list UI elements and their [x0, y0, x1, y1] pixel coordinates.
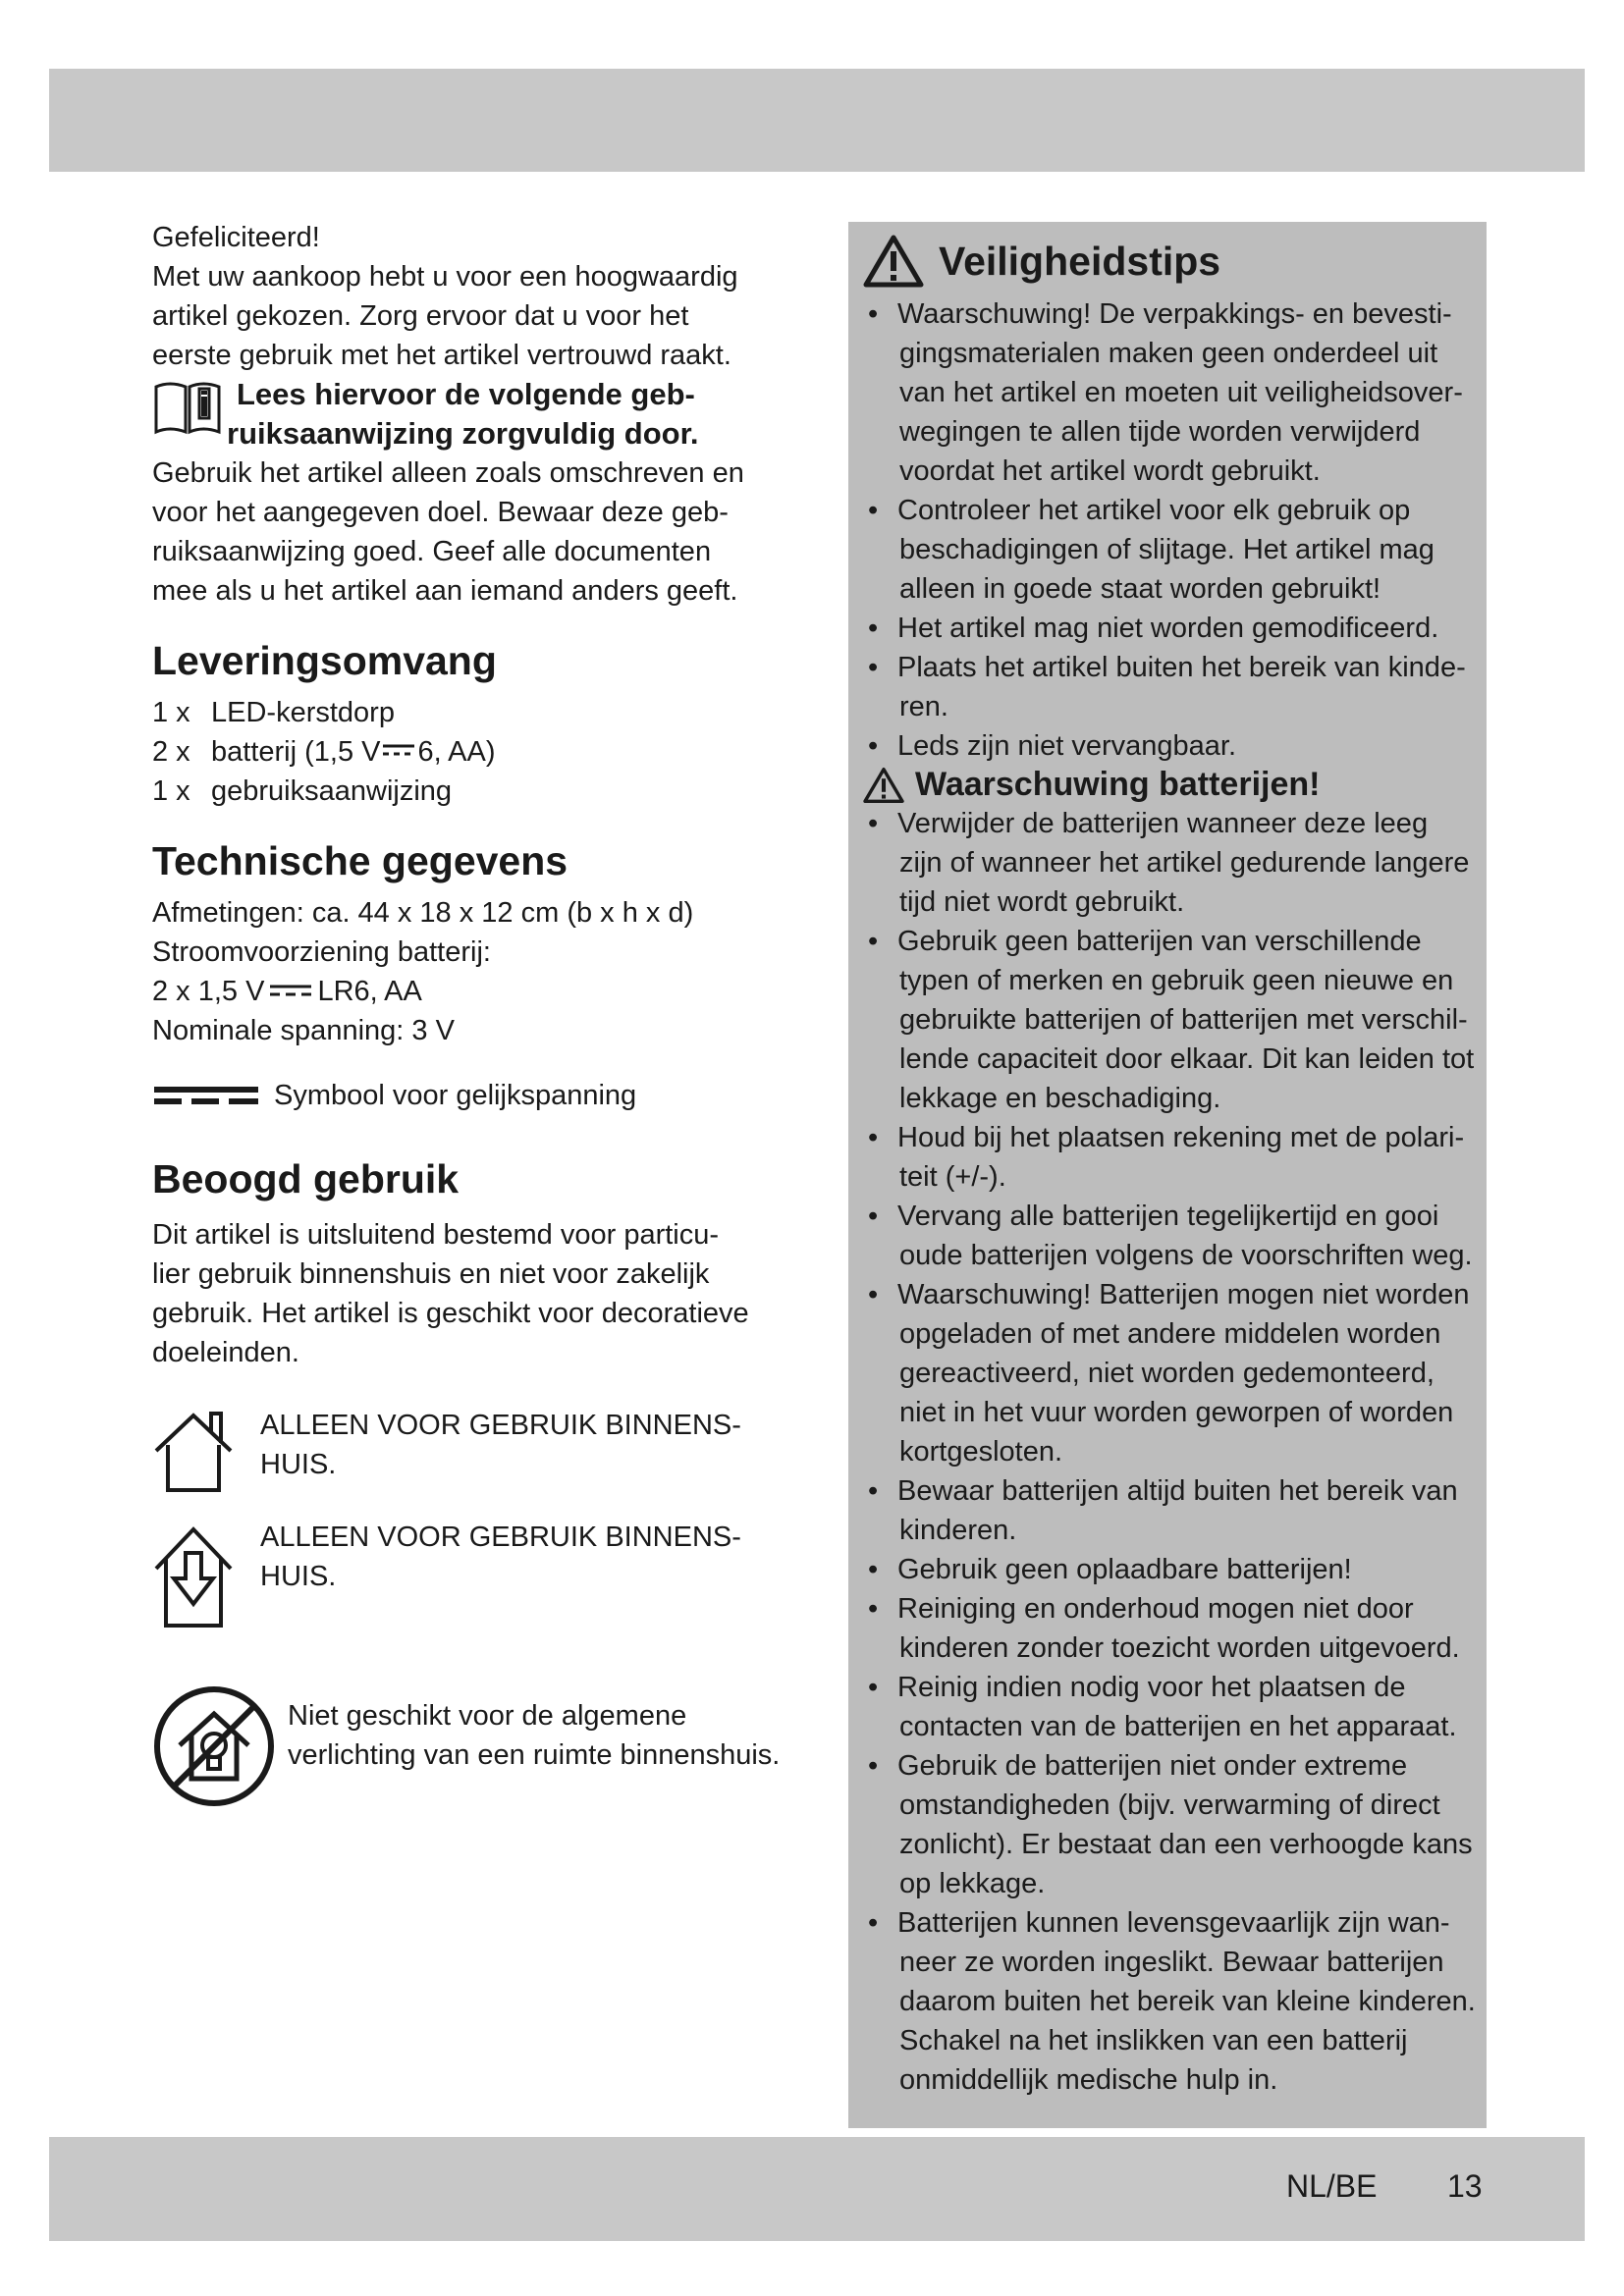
- lighting-text: verlichting van een ruimte binnenshuis.: [288, 1739, 781, 1771]
- warning-icon: [862, 234, 925, 289]
- bullet-line: • Bewaar batterijen altijd buiten het bereik van: [897, 1475, 1458, 1507]
- technical-line: Nominale spanning: 3 V: [152, 1015, 455, 1046]
- delivery-text-suffix: 6, AA): [417, 736, 496, 768]
- delivery-heading: Leveringsomvang: [152, 638, 497, 683]
- indoor-text: HUIS.: [260, 1561, 337, 1592]
- intended-use-heading: Beoogd gebruik: [152, 1156, 460, 1201]
- battery-bullet: [862, 804, 1487, 922]
- page-number: 13: [1447, 2168, 1483, 2204]
- bullet-line: wegingen te allen tijde worden verwijderd: [899, 416, 1421, 448]
- safety-bullet: [862, 648, 1487, 726]
- delivery-text: batterij (1,5 V: [211, 736, 381, 768]
- dc-symbol-icon: [268, 977, 313, 1006]
- bullet-line: daarom buiten het bereik van kleine kinderen.: [899, 1986, 1476, 2017]
- bullet-line: kinderen.: [899, 1515, 1017, 1546]
- delivery-qty: 1 x: [152, 697, 190, 728]
- house-icon: [152, 1406, 235, 1496]
- notice-line: Lees hiervoor de volgende geb-: [237, 377, 695, 411]
- bullet-line: omstandigheden (bijv. verwarming of direct: [899, 1789, 1440, 1821]
- battery-warning-heading: Waarschuwing batterijen!: [915, 766, 1321, 803]
- battery-bullet: [862, 1275, 1487, 1471]
- usage-line: mee als u het artikel aan iemand anders geeft.: [152, 575, 738, 607]
- header-band: [49, 69, 1585, 172]
- battery-bullet: [862, 1746, 1487, 1903]
- indoor-text: ALLEEN VOOR GEBRUIK BINNENS-: [260, 1522, 741, 1553]
- footer-region: NL/BE: [1286, 2168, 1378, 2204]
- bullet-line: • Leds zijn niet vervangbaar.: [897, 730, 1236, 762]
- battery-bullet: [862, 1197, 1487, 1275]
- dc-symbol-legend: [152, 1076, 781, 1115]
- bullet-line: • Reiniging en onderhoud mogen niet door: [897, 1593, 1414, 1625]
- safety-bullet: [862, 294, 1487, 491]
- dc-symbol-text: Symbool voor gelijkspanning: [274, 1080, 637, 1111]
- bullet-line: • Waarschuwing! De verpakkings- en bevesti-: [897, 298, 1452, 330]
- safety-bullets: [862, 294, 1487, 766]
- safety-panel: [848, 222, 1487, 2128]
- delivery-item: [152, 732, 781, 772]
- safety-header: [862, 234, 1487, 289]
- bullet-line: ren.: [899, 691, 948, 722]
- bullet-line: alleen in goede staat worden gebruikt!: [899, 573, 1381, 605]
- bullet-line: lende capaciteit door elkaar. Dit kan leiden tot: [899, 1043, 1475, 1075]
- notice-line: ruiksaanwijzing zorgvuldig door.: [227, 416, 699, 451]
- safety-bullet: [862, 491, 1487, 609]
- no-room-lighting-icon: [152, 1684, 276, 1808]
- bullet-line: zonlicht). Er bestaat dan een verhoogde kans: [899, 1829, 1473, 1860]
- safety-bullet: [862, 726, 1487, 766]
- safety-bullet: [862, 609, 1487, 648]
- indoor-text: ALLEEN VOOR GEBRUIK BINNENS-: [260, 1410, 741, 1441]
- battery-warning-header: [862, 766, 1487, 804]
- technical-line: Afmetingen: ca. 44 x 18 x 12 cm (b x h x d): [152, 897, 694, 929]
- bullet-line: op lekkage.: [899, 1868, 1046, 1899]
- bullet-line: tijd niet wordt gebruikt.: [899, 886, 1185, 918]
- battery-bullet: [862, 922, 1487, 1118]
- battery-type-text: LR6, AA: [317, 976, 422, 1007]
- battery-bullet: [862, 1903, 1487, 2100]
- bullet-line: • Gebruik de batterijen niet onder extreme: [897, 1750, 1408, 1782]
- usage-line: voor het aangegeven doel. Bewaar deze geb-: [152, 497, 729, 528]
- usage-line: Gebruik het artikel alleen zoals omschreven en: [152, 457, 744, 489]
- safety-heading: Veiligheidstips: [939, 238, 1221, 284]
- bullet-line: oude batterijen volgens de voorschriften weg.: [899, 1240, 1473, 1271]
- read-manual-icon: [152, 379, 223, 440]
- bullet-line: • Controleer het artikel voor elk gebruik op: [897, 495, 1411, 526]
- delivery-item: [152, 772, 781, 811]
- bullet-line: voordat het artikel wordt gebruikt.: [899, 455, 1321, 487]
- bullet-line: • Het artikel mag niet worden gemodificeerd.: [897, 613, 1439, 644]
- bullet-line: neer ze worden ingeslikt. Bewaar batterijen: [899, 1947, 1444, 1978]
- intro-line: Met uw aankoop hebt u voor een hoogwaardig: [152, 261, 738, 293]
- bullet-line: zijn of wanneer het artikel gedurende langere: [899, 847, 1470, 879]
- intended-line: doeleinden.: [152, 1337, 299, 1368]
- bullet-line: niet in het vuur worden geworpen of worden: [899, 1397, 1454, 1428]
- battery-bullet: [862, 1550, 1487, 1589]
- indoor-text: HUIS.: [260, 1449, 337, 1480]
- bullet-line: gereactiveerd, niet worden gedemonteerd,: [899, 1358, 1435, 1389]
- indoor-use-notice: [152, 1406, 781, 1496]
- bullet-line: gingsmaterialen maken geen onderdeel uit: [899, 338, 1438, 369]
- technical-heading: Technische gegevens: [152, 838, 568, 883]
- not-for-lighting-notice: [152, 1684, 781, 1808]
- bullet-line: • Waarschuwing! Batterijen mogen niet worden: [897, 1279, 1470, 1310]
- intro-line: eerste gebruik met het artikel vertrouwd raakt.: [152, 340, 731, 371]
- bullet-line: • Batterijen kunnen levensgevaarlijk zijn wan-: [897, 1907, 1450, 1939]
- bullet-line: gebruikte batterijen of batterijen met verschil-: [899, 1004, 1468, 1036]
- read-manual-notice: [152, 375, 781, 454]
- bullet-line: • Houd bij het plaatsen rekening met de polari-: [897, 1122, 1465, 1153]
- battery-bullets: [862, 804, 1487, 2100]
- bullet-line: beschadigingen of slijtage. Het artikel mag: [899, 534, 1435, 565]
- bullet-line: van het artikel en moeten uit veiligheidsover-: [899, 377, 1463, 408]
- dc-symbol-icon: [152, 1078, 260, 1113]
- footer-band: [49, 2137, 1585, 2241]
- warning-icon: [862, 767, 905, 804]
- house-arrow-icon: [152, 1518, 235, 1631]
- indoor-use-notice-2: [152, 1518, 781, 1631]
- bullet-line: opgeladen of met andere middelen worden: [899, 1318, 1441, 1350]
- bullet-line: Schakel na het inslikken van een batterij: [899, 2025, 1408, 2056]
- dc-battery-icon: [381, 732, 416, 772]
- bullet-line: kortgesloten.: [899, 1436, 1063, 1468]
- delivery-text: LED-kerstdorp: [211, 697, 395, 728]
- intro-line: artikel gekozen. Zorg ervoor dat u voor het: [152, 300, 689, 332]
- bullet-line: • Vervang alle batterijen tegelijkertijd en gooi: [897, 1201, 1439, 1232]
- technical-line: Stroomvoorziening batterij:: [152, 936, 491, 968]
- bullet-line: • Gebruik geen oplaadbare batterijen!: [897, 1554, 1352, 1585]
- bullet-line: contacten van de batterijen en het apparaat.: [899, 1711, 1457, 1742]
- bullet-line: teit (+/-).: [899, 1161, 1006, 1193]
- voltage-text: 2 x 1,5 V: [152, 976, 265, 1007]
- lighting-text: Niet geschikt voor de algemene: [288, 1700, 687, 1732]
- intended-line: lier gebruik binnenshuis en niet voor zakelijk: [152, 1258, 710, 1290]
- usage-line: ruiksaanwijzing goed. Geef alle documenten: [152, 536, 712, 567]
- bullet-line: lekkage en beschadiging.: [899, 1083, 1221, 1114]
- intended-line: Dit artikel is uitsluitend bestemd voor particu-: [152, 1219, 720, 1251]
- intro-line: Gefeliciteerd!: [152, 222, 320, 253]
- bullet-line: • Reinig indien nodig voor het plaatsen de: [897, 1672, 1406, 1703]
- bullet-line: kinderen zonder toezicht worden uitgevoerd.: [899, 1632, 1460, 1664]
- technical-line: [152, 972, 781, 1011]
- battery-bullet: [862, 1118, 1487, 1197]
- delivery-item: [152, 693, 781, 732]
- left-column: [152, 218, 781, 1808]
- delivery-text: gebruiksaanwijzing: [211, 775, 453, 807]
- bullet-line: onmiddellijk medische hulp in.: [899, 2064, 1278, 2096]
- bullet-line: • Plaats het artikel buiten het bereik van kinde-: [897, 652, 1466, 683]
- delivery-qty: 2 x: [152, 736, 190, 768]
- battery-bullet: [862, 1589, 1487, 1668]
- bullet-line: • Verwijder de batterijen wanneer deze leeg: [897, 808, 1429, 839]
- battery-bullet: [862, 1668, 1487, 1746]
- bullet-line: • Gebruik geen batterijen van verschillende: [897, 926, 1422, 957]
- bullet-line: typen of merken en gebruik geen nieuwe en: [899, 965, 1454, 996]
- intended-line: gebruik. Het artikel is geschikt voor decoratieve: [152, 1298, 749, 1329]
- delivery-qty: 1 x: [152, 775, 190, 807]
- battery-bullet: [862, 1471, 1487, 1550]
